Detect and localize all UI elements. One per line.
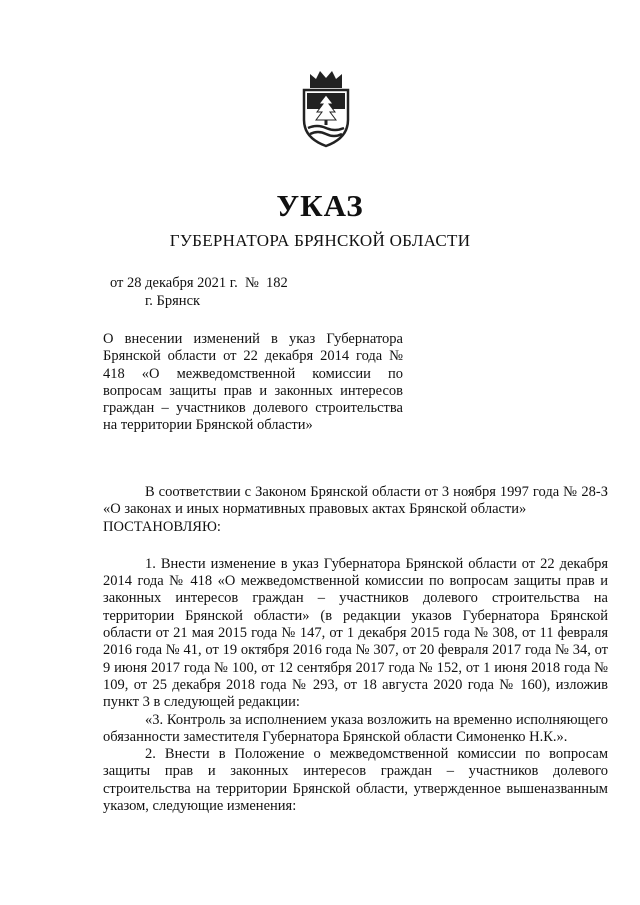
decree-word: ПОСТАНОВЛЯЮ: <box>103 518 221 535</box>
document-body <box>103 484 608 815</box>
item-1-paragraph: 1. Внести изменение в указ Губернатора Брянской области от 22 декабря 2014 года № 418 «О межведомственной комиссии по вопросам защиты прав и законных интересов граждан – участников долевого строительства на территории Брянской области» (в редакции указов Губернатора Брянской области от 21 мая 2015 года № 147, от 1 декабря 2015 года № 308, от 11 февраля 2016 года № 41, от 19 октября 2016 года № 307, от 20 февраля 2017 года № 34, от 9 июня 2017 года № 100, от 12 сентября 2017 года № 152, от 1 июня 2018 года № 109, от 25 декабря 2018 года № 293, от 18 августа 2020 года № 160), изложив пункт 3 в следующей редакции: <box>103 555 608 711</box>
preamble-paragraph: В соответствии с Законом Брянской области от 3 ноября 1997 года № 28-З «О законах и иных нормативных правовых актах Брянской области» <box>103 484 608 518</box>
document-title: УКАЗ <box>276 188 364 223</box>
city-line: г. Брянск <box>145 293 201 309</box>
item-2-paragraph: 2. Внести в Положение о межведомственной комиссии по вопросам защиты прав и законных интересов граждан – участников долевого строительства на территории Брянской области, утвержденное вышеназванным указом, следующие изменения: <box>103 746 608 815</box>
bryansk-coat-of-arms-icon <box>300 68 352 150</box>
document-subject: О внесении изменений в указ Губернатора Брянской области от 22 декабря 2014 года № 418 «О межведомственной комиссии по вопросам защиты прав и законных интересов граждан – участников долевого строительства на территории Брянской области» <box>103 331 403 434</box>
date-number-line: от 28 декабря 2021 г. № 182 <box>110 275 288 291</box>
item-1-quote-paragraph: «3. Контроль за исполнением указа возложить на временно исполняющего обязанности заместителя Губернатора Брянской области Симоненко Н.К.». <box>103 711 608 745</box>
document-subtitle: ГУБЕРНАТОРА БРЯНСКОЙ ОБЛАСТИ <box>169 231 471 250</box>
